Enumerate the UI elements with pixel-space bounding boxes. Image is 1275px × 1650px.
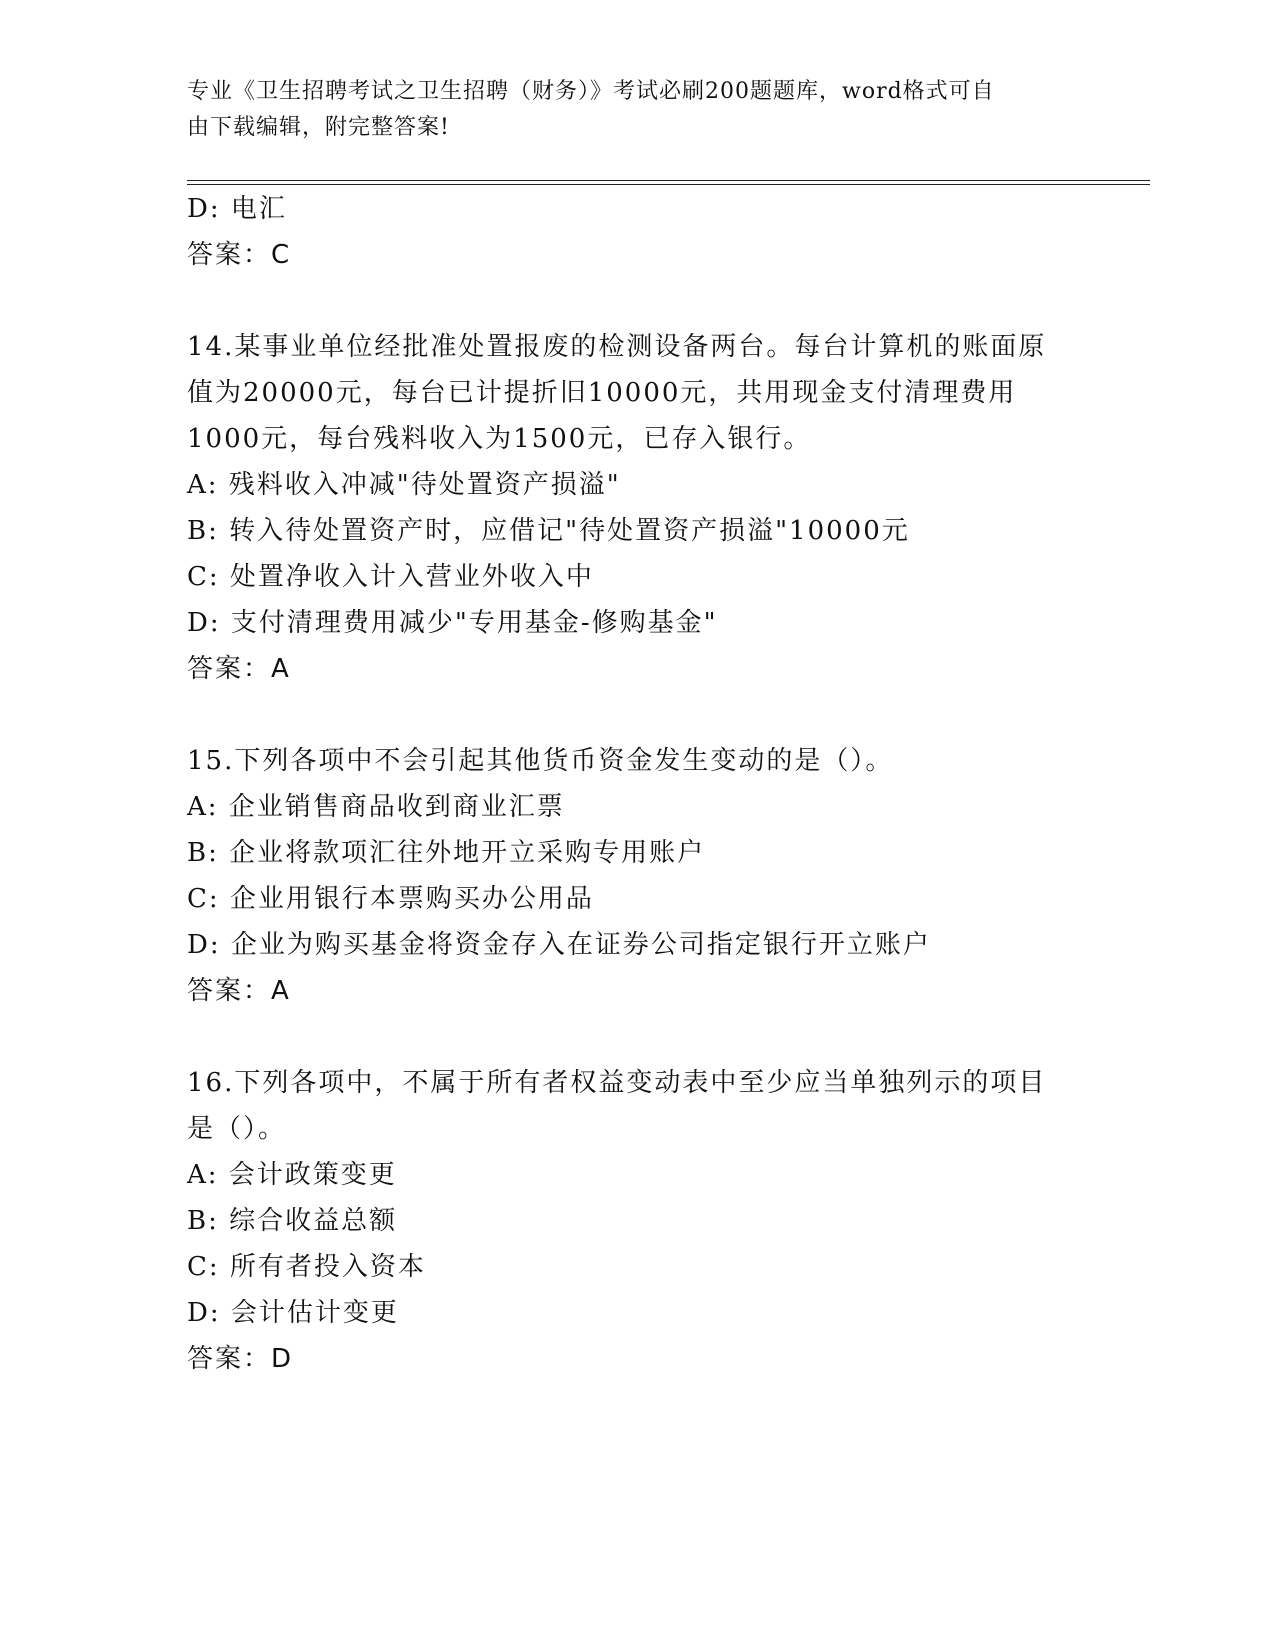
q15-stem-line-1: 15.下列各项中不会引起其他货币资金发生变动的是（）。 xyxy=(187,746,894,776)
q16-option-b: B: 综合收益总额 xyxy=(187,1206,398,1236)
header-line-2: 由下载编辑，附完整答案! xyxy=(187,115,450,140)
q16-answer: 答案：D xyxy=(187,1344,294,1374)
q15-option-c: C: 企业用银行本票购买办公用品 xyxy=(187,884,594,914)
q15-answer: 答案：A xyxy=(187,976,291,1006)
q16-option-a: A: 会计政策变更 xyxy=(187,1160,397,1190)
header-divider-top xyxy=(187,180,1150,181)
q14-stem-line-2: 值为20000元，每台已计提折旧10000元，共用现金支付清理费用 xyxy=(187,378,1017,408)
q14-stem-line-1: 14.某事业单位经批准处置报废的检测设备两台。每台计算机的账面原 xyxy=(187,332,1047,362)
q14-option-c: C: 处置净收入计入营业外收入中 xyxy=(187,562,594,592)
page-header xyxy=(187,74,1067,146)
question-15 xyxy=(187,738,1087,1014)
document-body xyxy=(187,186,1087,1382)
q14-answer: 答案：A xyxy=(187,654,291,684)
prev-option-d: D: 电汇 xyxy=(187,194,287,224)
question-16 xyxy=(187,1060,1087,1382)
question-14 xyxy=(187,324,1087,692)
q14-option-d: D: 支付清理费用减少"专用基金-修购基金" xyxy=(187,608,718,638)
q15-option-b: B: 企业将款项汇往外地开立采购专用账户 xyxy=(187,838,706,868)
q14-stem-line-3: 1000元，每台残料收入为1500元，已存入银行。 xyxy=(187,424,812,454)
q16-stem-line-1: 16.下列各项中，不属于所有者权益变动表中至少应当单独列示的项目 xyxy=(187,1068,1047,1098)
header-line-1: 专业《卫生招聘考试之卫生招聘（财务）》考试必刷200题题库，word格式可自 xyxy=(187,79,995,104)
prev-answer: 答案：C xyxy=(187,240,292,270)
q14-option-a: A: 残料收入冲减"待处置资产损溢" xyxy=(187,470,621,500)
q16-option-c: C: 所有者投入资本 xyxy=(187,1252,426,1282)
spacer xyxy=(187,278,1087,324)
header-divider-bottom xyxy=(187,184,1150,185)
q15-option-a: A: 企业销售商品收到商业汇票 xyxy=(187,792,565,822)
q14-option-b: B: 转入待处置资产时，应借记"待处置资产损溢"10000元 xyxy=(187,516,910,546)
q15-option-d: D: 企业为购买基金将资金存入在证券公司指定银行开立账户 xyxy=(187,930,931,960)
q16-stem-line-2: 是（）。 xyxy=(187,1114,287,1144)
q16-option-d: D: 会计估计变更 xyxy=(187,1298,399,1328)
spacer xyxy=(187,692,1087,738)
spacer xyxy=(187,1014,1087,1060)
